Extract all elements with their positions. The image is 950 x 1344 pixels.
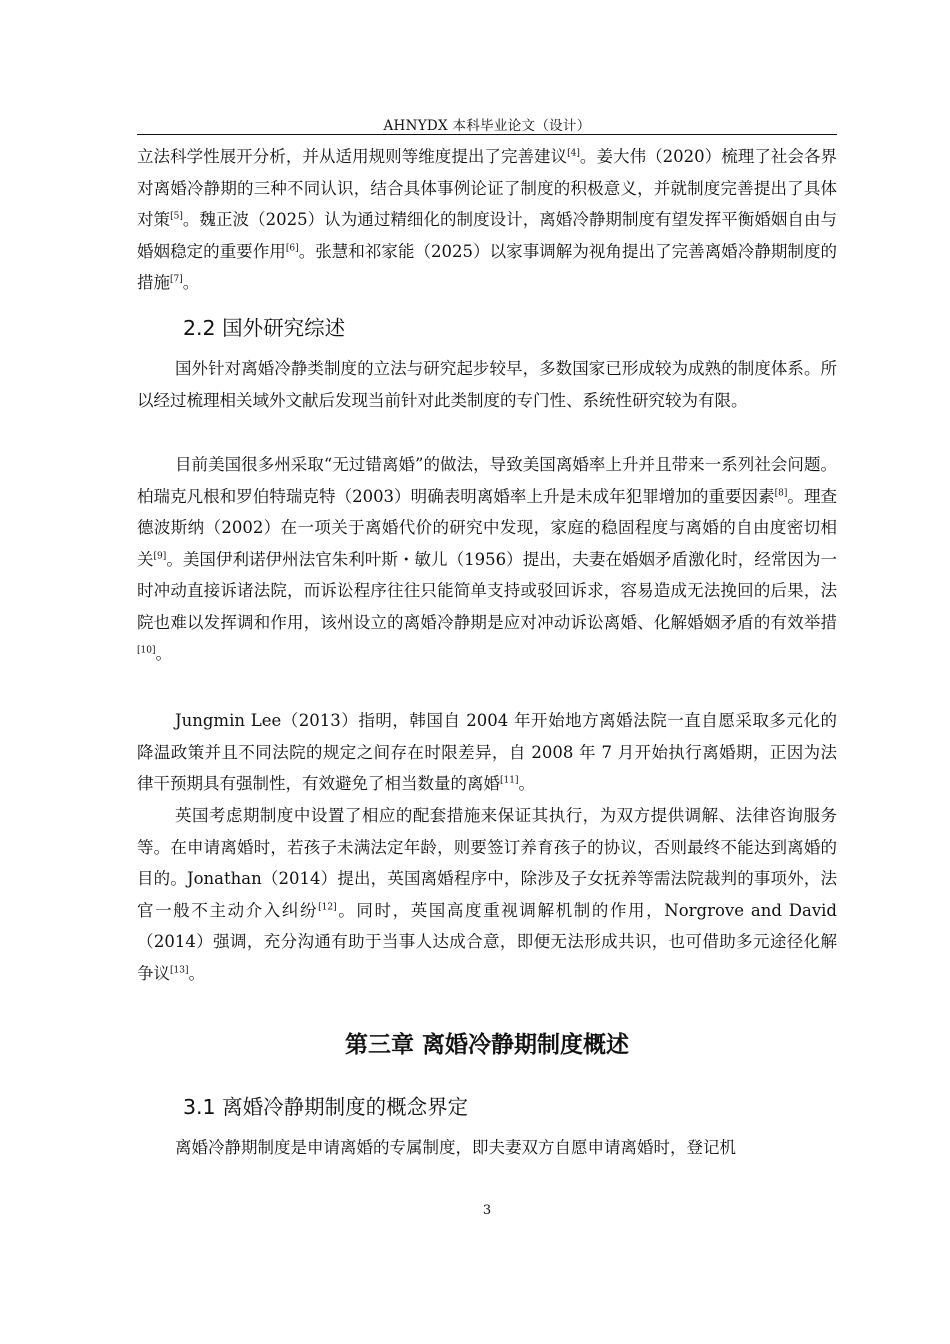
citation-ref: [8] xyxy=(774,488,788,498)
text-run: 。同时，英国高度重视调解机制的作用，Norgrove and David（2014）强调，充分沟通有助于当事人达成合意，即便无法形成共识，也可借助多元途径化解争议 xyxy=(137,900,837,983)
text-run: 。 xyxy=(518,774,535,793)
chapter-heading-3: 第三章 离婚冷静期制度概述 xyxy=(344,1032,629,1058)
citation-ref: [12] xyxy=(318,902,337,912)
text-run: 。理查德波斯纳（2002）在一项关于离婚代价的研究中发现，家庭的稳固程度与离婚的自由度密切相关 xyxy=(137,486,838,569)
citation-ref: [7] xyxy=(170,274,183,285)
section-heading-2-2: 2.2 国外研究综述 xyxy=(183,316,346,340)
text-run: 。姜大伟（2020）梳理了社会各界对离婚冷静期的三种不同认识，结合具体事例论证了制度的积极意义，并就制度完善提出了具体对策 xyxy=(137,147,837,229)
text-run: 离婚冷静期制度是申请离婚的专属制度，即夫妻双方自愿申请离婚时，登记机 xyxy=(175,1138,736,1157)
paragraph-concept-definition xyxy=(137,1132,837,1164)
text-run: Jungmin Lee（2013）指明，韩国自 2004 年开始地方离婚法院一直自愿采取多元化的降温政策并且不同法院的规定之间存在时限差异，自 2008 年 7 月开始执行离婚期，正因为法律干预期具有强制性，有效避免了相当数量的离婚 xyxy=(137,711,837,793)
paragraph-united-states xyxy=(137,449,837,670)
citation-ref: [4] xyxy=(567,148,580,159)
text-run: 。 xyxy=(188,963,205,983)
text-run: 目前美国很多州采取“无过错离婚”的做法，导致美国离婚率上升并且带来一系列社会问题。柏瑞克凡根和罗伯特瑞克特（2003）明确表明离婚率上升是未成年犯罪增加的重要因素 xyxy=(137,455,837,506)
citation-ref: [13] xyxy=(170,965,189,975)
text-run: 。 xyxy=(182,273,200,292)
paragraph-foreign-overview xyxy=(137,353,837,416)
text-run: 。 xyxy=(155,644,172,663)
text-run: 立法科学性展开分析，并从适用规则等维度提出了完善建议 xyxy=(137,147,568,166)
text-run: 。魏正波（2025）认为通过精细化的制度设计，离婚冷静期制度有望发挥平衡婚姻自由与婚姻稳定的重要作用 xyxy=(137,210,837,261)
citation-ref: [6] xyxy=(285,243,299,253)
header-rule xyxy=(137,134,837,135)
text-run: 。美国伊利诺伊州法官朱利叶斯・敏儿（1956）提出，夫妻在婚姻矛盾激化时，经常因为一时冲动直接诉诸法院，而诉讼程序往往只能简单支持或驳回诉求，容易造成无法挽回的后果，法院也难以发挥调和作用，该州设立的离婚冷静期是应对冲动诉讼离婚、化解婚姻矛盾的有效举措 xyxy=(137,549,837,632)
paragraph-united-kingdom xyxy=(137,800,837,989)
citation-ref: [9] xyxy=(153,551,167,561)
citation-ref: [10] xyxy=(137,645,156,656)
running-header: AHNYDX 本科毕业论文（设计） xyxy=(383,118,591,134)
section-heading-3-1: 3.1 离婚冷静期制度的概念界定 xyxy=(183,1095,469,1119)
citation-ref: [11] xyxy=(500,775,519,786)
text-run: 。张慧和祁家能（2025）以家事调解为视角提出了完善离婚冷静期制度的措施 xyxy=(137,241,838,292)
citation-ref: [5] xyxy=(170,211,183,222)
paragraph-korea xyxy=(137,705,837,800)
paragraph-domestic-review-continued xyxy=(137,141,837,299)
page-number: 3 xyxy=(482,1203,492,1218)
text-run: 英国考虑期制度中设置了相应的配套措施来保证其执行，为双方提供调解、法律咨询服务等。在申请离婚时，若孩子未满法定年龄，则要签订养育孩子的协议，否则最终不能达到离婚的目的。Jonathan（2014）提出，英国离婚程序中，除涉及子女抚养等需法院裁判的事项外，法官一般不主动介入纠纷 xyxy=(137,806,837,920)
text-run: 国外针对离婚冷静类制度的立法与研究起步较早，多数国家已形成较为成熟的制度体系。所以经过梳理相关域外文献后发现当前针对此类制度的专门性、系统性研究较为有限。 xyxy=(137,359,837,410)
